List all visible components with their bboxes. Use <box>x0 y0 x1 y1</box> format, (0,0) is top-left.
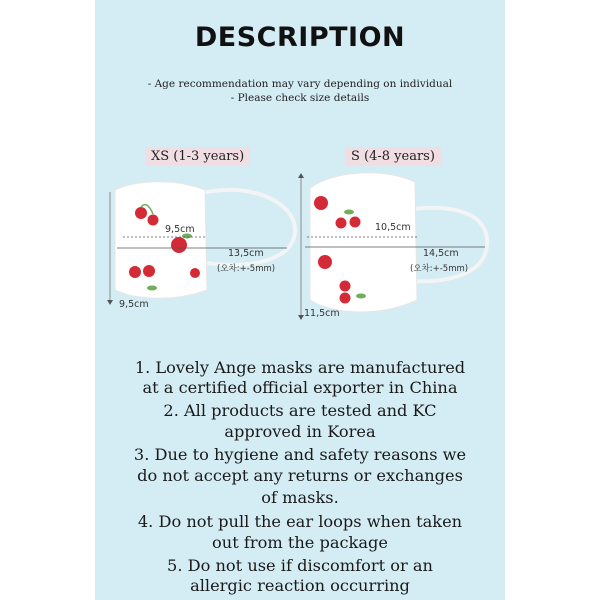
age-note: - Age recommendation may vary depending on individual <box>147 78 453 90</box>
xs-inner-width: 9,5cm <box>165 224 195 235</box>
xs-tolerance: (오차:+-5mm) <box>217 264 276 274</box>
s-tolerance: (오차:+-5mm) <box>410 264 469 274</box>
s-inner-width: 10,5cm <box>375 222 411 233</box>
rule-line: 3. Due to hygiene and safety reasons we <box>133 445 467 464</box>
s-height: 11,5cm <box>304 308 340 319</box>
s-total-width: 14,5cm <box>423 248 459 259</box>
rule-line: 4. Do not pull the ear loops when taken <box>137 512 463 531</box>
xs-total-width: 13,5cm <box>228 248 264 259</box>
cherry-icon <box>314 196 328 210</box>
rule-line: allergic reaction occurring <box>190 576 410 595</box>
page-title: DESCRIPTION <box>194 22 406 53</box>
rule-line: do not accept any returns or exchanges <box>137 466 463 485</box>
rule-line: of masks. <box>261 488 339 507</box>
rule-line: out from the package <box>212 533 388 552</box>
rule-line: approved in Korea <box>224 422 376 441</box>
xs-height: 9,5cm <box>119 299 149 310</box>
mask-body-s <box>310 173 417 312</box>
size-note: - Please check size details <box>230 92 370 104</box>
mask-s-illustration <box>95 0 505 330</box>
cherry-icon <box>318 255 332 269</box>
size-label-s: S (4-8 years) <box>345 147 441 166</box>
rule-line: 5. Do not use if discomfort or an <box>167 556 433 575</box>
rule-line: 2. All products are tested and KC <box>163 401 437 420</box>
rule-line: at a certified official exporter in China <box>142 378 458 397</box>
description-panel <box>95 0 505 600</box>
rule-line: 1. Lovely Ange masks are manufactured <box>134 358 466 377</box>
size-label-xs: XS (1-3 years) <box>145 147 250 166</box>
